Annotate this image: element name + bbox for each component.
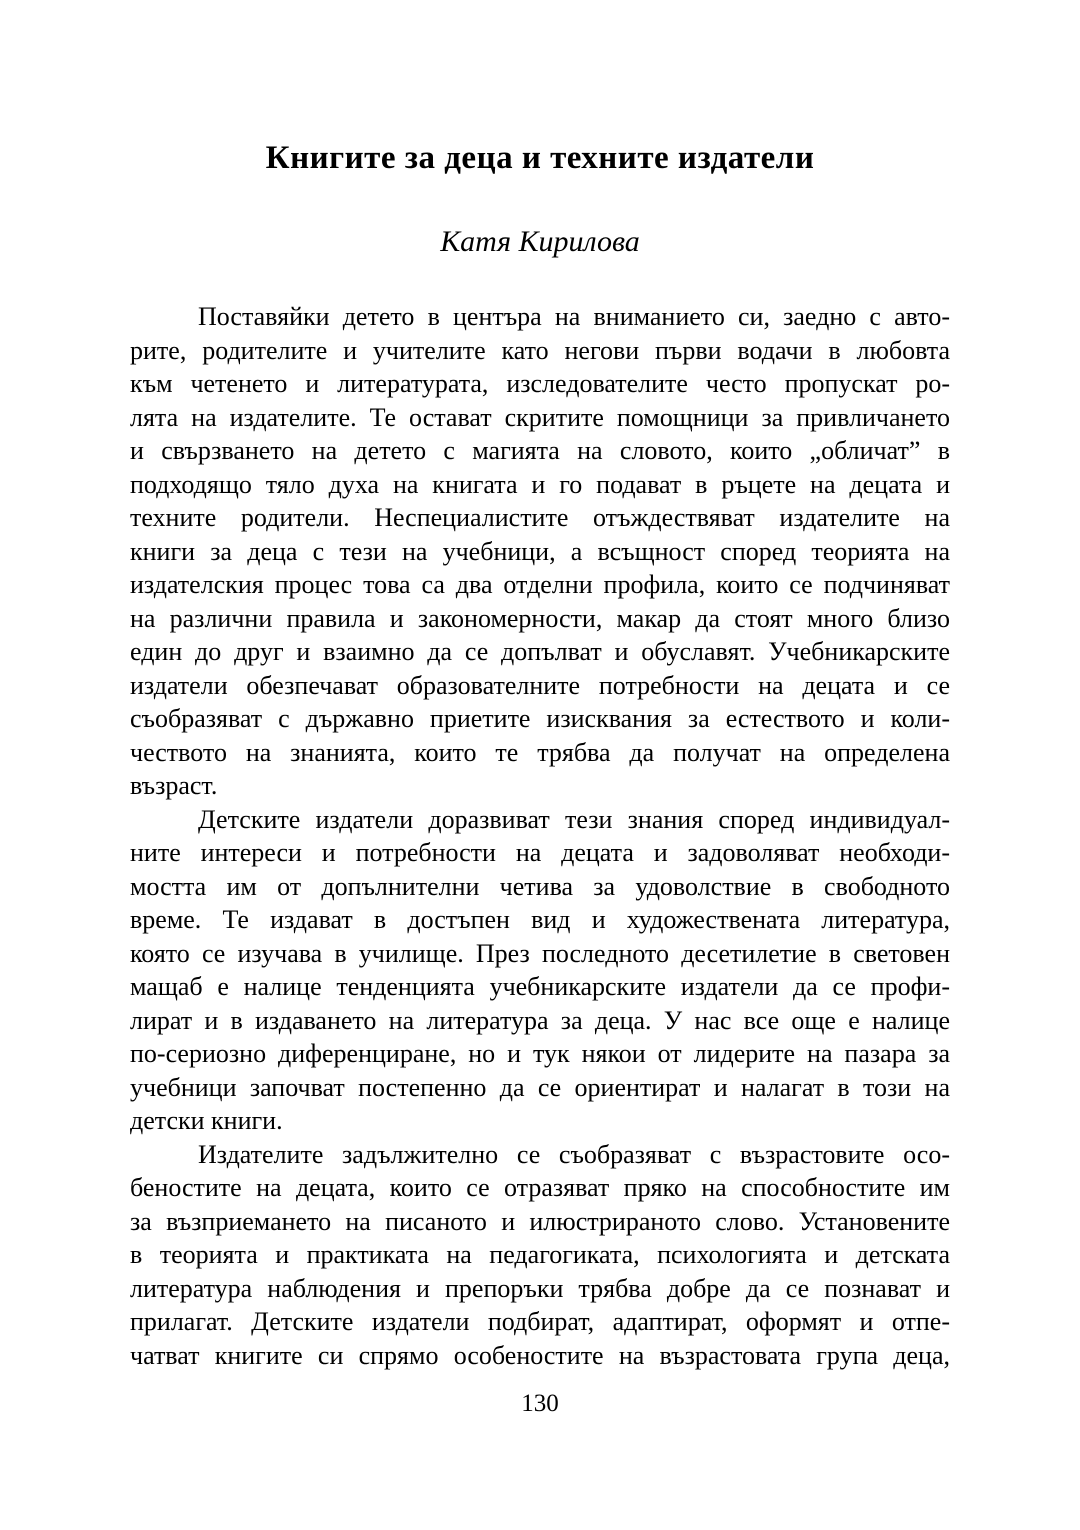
text-line: учебници започват постепенно да се ориентират и налагат в този на: [130, 1072, 950, 1102]
text-line: издатели обезпечават образователните потребности на децата и се: [130, 670, 950, 700]
text-line: един до друг и взаимно да се допълват и обуславят. Учебникарските: [130, 637, 950, 666]
text-line: книги за деца с тези на учебници, а всъщност според теорията на: [130, 536, 950, 566]
text-line: Поставяйки детето в центъра на вниманието си, заедно с авто-: [198, 302, 950, 331]
text-line: за възприемането на писаното и илюстрираното слово. Установените: [130, 1206, 950, 1236]
text-line: издателския процес това са два отделни профила, които се подчиняват: [130, 570, 950, 599]
text-line: чатват книгите си спрямо особеностите на възрастовата група деца,: [130, 1340, 950, 1370]
text-line: лират и в издаването на литература за деца. У нас все още е налице: [130, 1005, 950, 1035]
article-body: [130, 300, 950, 1372]
text-line: която се изучава в училище. През последното десетилетие в световен: [130, 938, 950, 968]
text-line: по-сериозно диференциране, но и тук някои от лидерите на пазара за: [130, 1039, 950, 1068]
text-line: възраст.: [130, 771, 218, 800]
text-line: рите, родителите и учителите като негови първи водачи в любовта: [130, 335, 950, 365]
text-line: Детските издатели доразвиват тези знания според индивидуал-: [198, 804, 950, 834]
text-line: лята на издателите. Те остават скритите помощници за привличането: [130, 402, 950, 432]
page-title: Книгите за деца и техните издатели: [265, 140, 815, 176]
text-line: време. Те издават в достъпен вид и художествената литература,: [130, 905, 950, 934]
paragraph: [130, 300, 950, 803]
text-line: ните интереси и потребности на децата и задоволяват необходи-: [130, 838, 950, 867]
text-line: прилагат. Детските издатели подбират, адаптират, оформят и отпе-: [130, 1307, 950, 1336]
text-line: на различни правила и закономерности, макар да стоят много близо: [130, 603, 950, 633]
text-line: подходящо тяло духа на книгата и го подават в ръцете на децата и: [130, 469, 950, 499]
page-number: 130: [521, 1390, 559, 1417]
text-line: Издателите задължително се съобразяват с възрастовите осо-: [198, 1139, 950, 1169]
text-line: беностите на децата, които се отразяват пряко на способностите им: [130, 1173, 950, 1202]
text-line: съобразяват с държавно приетите изисквания за естеството и коли-: [130, 704, 950, 733]
text-line: и свързването на детето с магията на словото, които „обличат” в: [130, 436, 950, 465]
text-line: мостта им от допълнителни четива за удоволствие в свободното: [130, 871, 950, 901]
text-line: в теорията и практиката на педагогиката, психологията и детската: [130, 1240, 950, 1269]
text-line: литература наблюдения и препоръки трябва добре да се познават и: [130, 1273, 950, 1303]
author-name: Катя Кирилова: [440, 225, 640, 258]
text-line: чеството на знанията, които те трябва да получат на определена: [130, 737, 950, 767]
text-line: техните родители. Неспециалистите отъждествяват издателите на: [130, 503, 950, 532]
paragraph: [130, 803, 950, 1138]
paragraph: [130, 1138, 950, 1373]
text-line: детски книги.: [130, 1106, 283, 1135]
text-line: към четенето и литературата, изследователите често пропускат ро-: [130, 369, 950, 398]
text-line: мащаб е налице тенденцията учебникарските издатели да се профи-: [130, 972, 950, 1001]
